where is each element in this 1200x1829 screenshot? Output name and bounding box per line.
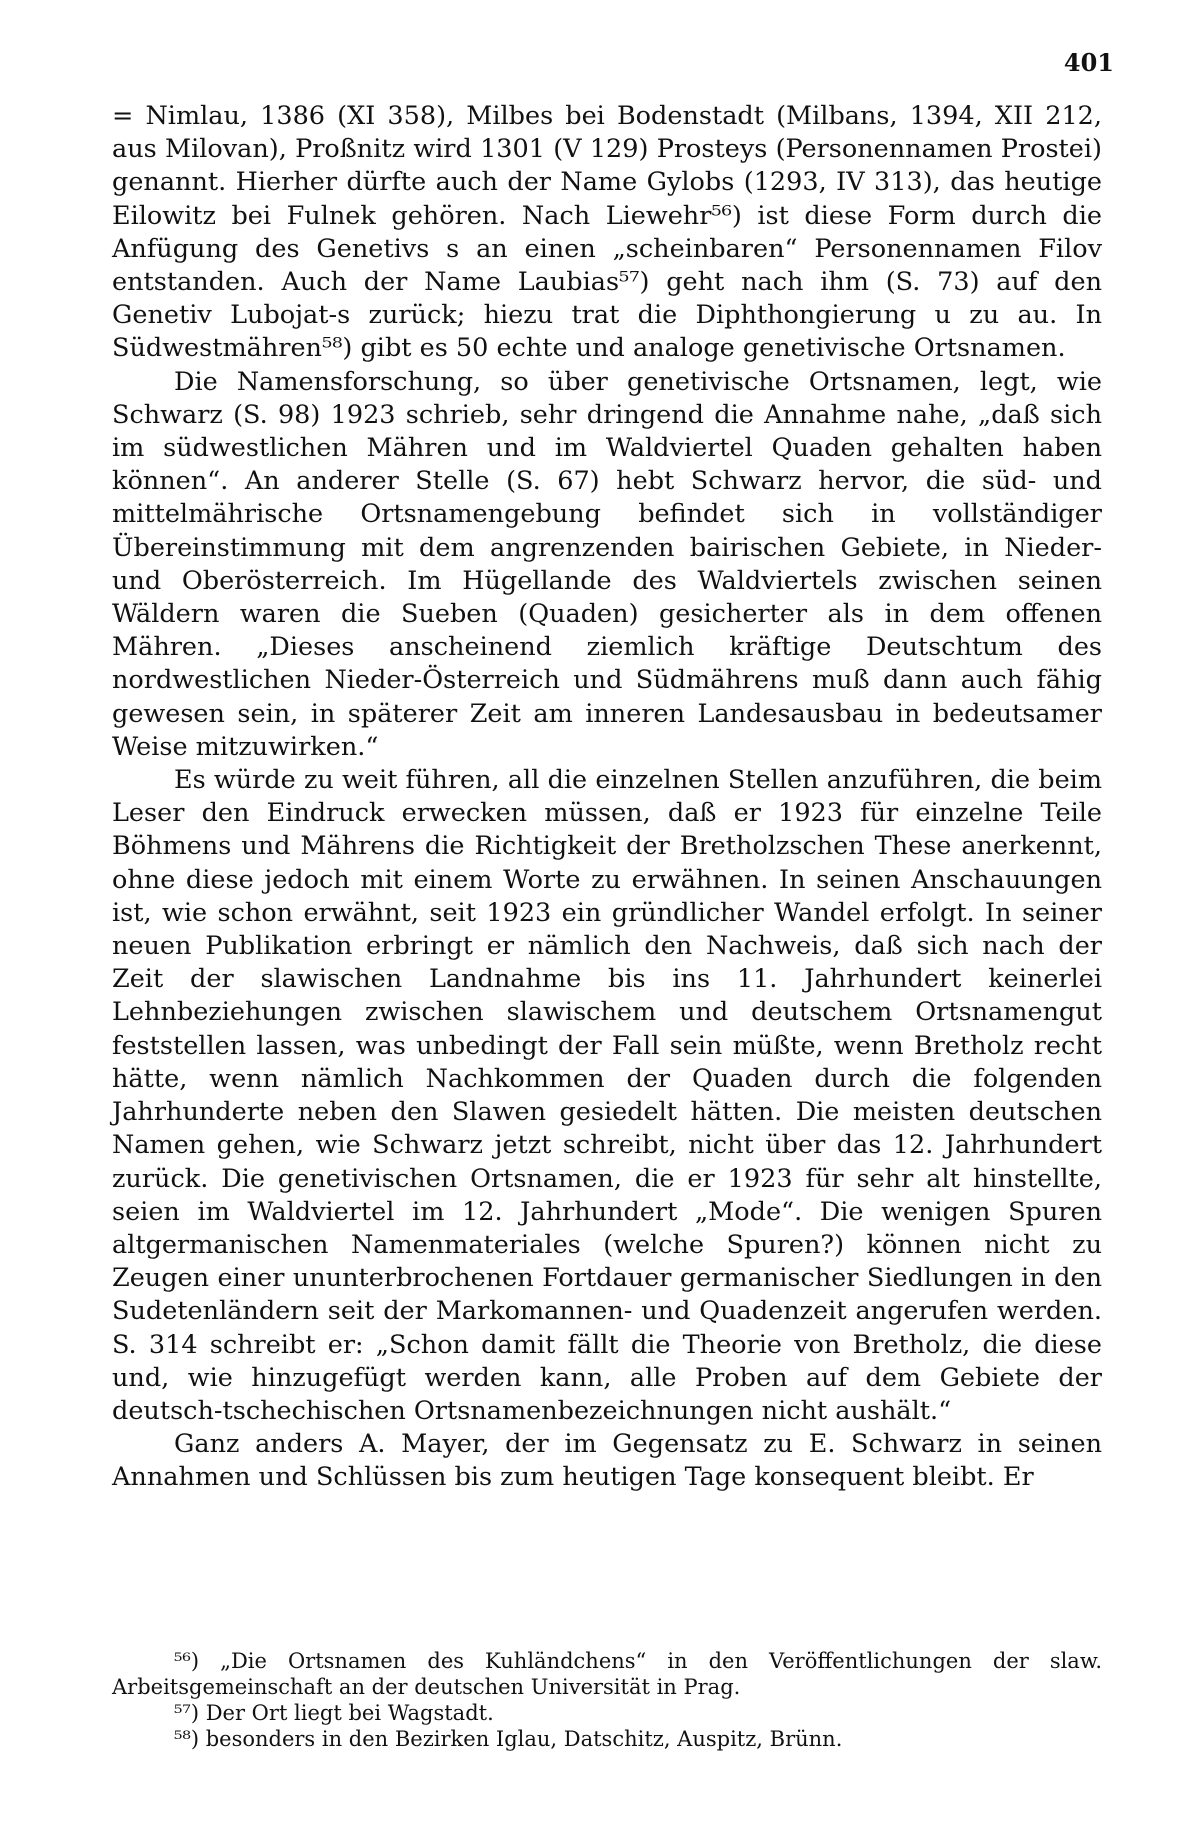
footnote-56: ⁵⁶) „Die Ortsnamen des Kuhländchens“ in den Veröffentlichungen der slaw. Arbeitsgemeinschaft an der deutschen Universität in Prag.: [112, 1649, 1102, 1699]
footnote-57: ⁵⁷) Der Ort liegt bei Wagstadt.: [174, 1701, 494, 1725]
footnotes: [112, 1648, 1102, 1752]
paragraph-2: Die Namensforschung, so über genetivische Ortsnamen, legt, wie Schwarz (S. 98) 1923 schrieb, sehr dringend die Annahme nahe, „daß sich im südwestlichen Mähren und im Waldviertel Quaden gehalten haben können“. An anderer Stelle (S. 67) hebt Schwarz hervor, die süd- und mittelmährische Ortsnamengebung befindet sich in vollständiger Übereinstimmung mit dem angrenzenden bairischen Gebiete, in Nieder- und Oberösterreich. Im Hügellande des Waldviertels zwischen seinen Wäldern waren die Sueben (Quaden) gesicherter als in dem offenen Mähren. „Dieses anscheinend ziemlich kräftige Deutschtum des nordwestlichen Nieder-Österreich und Südmährens muß dann auch fähig gewesen sein, in späterer Zeit am inneren Landesausbau in bedeutsamer Weise mitzuwirken.“: [112, 366, 1102, 762]
body-text: [112, 100, 1102, 1495]
paragraph-3: Es würde zu weit führen, all die einzelnen Stellen anzuführen, die beim Leser den Eindruck erwecken müssen, daß er 1923 für einzelne Teile Böhmens und Mährens die Richtigkeit der Bretholzschen These anerkennt, ohne diese jedoch mit einem Worte zu erwähnen. In seinen Anschauungen ist, wie schon erwähnt, seit 1923 ein gründlicher Wandel erfolgt. In seiner neuen Publikation erbringt er nämlich den Nachweis, daß sich nach der Zeit der slawischen Landnahme bis ins 11. Jahrhundert keinerlei Lehnbeziehungen zwischen slawischem und deutschem Ortsnamengut feststellen lassen, was unbedingt der Fall sein müßte, wenn Bretholz recht hätte, wenn nämlich Nachkommen der Quaden durch die folgenden Jahrhunderte neben den Slawen gesiedelt hätten. Die meisten deutschen Namen gehen, wie Schwarz jetzt schreibt, nicht über das 12. Jahrhundert zurück. Die genetivischen Ortsnamen, die er 1923 für sehr alt hinstellte, seien im Waldviertel im 12. Jahrhundert „Mode“. Die wenigen Spuren altgermanischen Namenmateriales (welche Spuren?) können nicht zu Zeugen einer ununterbrochenen Fortdauer germanischer Siedlungen in den Sudetenländern seit der Markomannen- und Quadenzeit angerufen werden. S. 314 schreibt er: „Schon damit fällt die Theorie von Bretholz, die diese und, wie hinzugefügt werden kann, alle Proben auf dem Gebiete der deutsch-tschechischen Ortsnamenbezeichnungen nicht aushält.“: [112, 765, 1102, 1426]
paragraph-1: = Nimlau, 1386 (XI 358), Milbes bei Bodenstadt (Milbans, 1394, XII 212, aus Milovan), Proßnitz wird 1301 (V 129) Prosteys (Personennamen Prostei) genannt. Hierher dürfte auch der Name Gylobs (1293, IV 313), das heutige Eilowitz bei Fulnek gehören. Nach Liewehr⁵⁶) ist diese Form durch die Anfügung des Genetivs s an einen „scheinbaren“ Personennamen Filov entstanden. Auch der Name Laubias⁵⁷) geht nach ihm (S. 73) auf den Genetiv Lubojat-s zurück; hiezu trat die Diphthongierung u zu au. In Südwestmähren⁵⁸) gibt es 50 echte und analoge genetivische Ortsnamen.: [112, 101, 1102, 364]
page-number: 401: [1063, 48, 1114, 77]
footnote-58: ⁵⁸) besonders in den Bezirken Iglau, Datschitz, Auspitz, Brünn.: [174, 1727, 843, 1751]
paragraph-4: Ganz anders A. Mayer, der im Gegensatz zu E. Schwarz in seinen Annahmen und Schlüssen bis zum heutigen Tage konsequent bleibt. Er: [112, 1429, 1102, 1493]
